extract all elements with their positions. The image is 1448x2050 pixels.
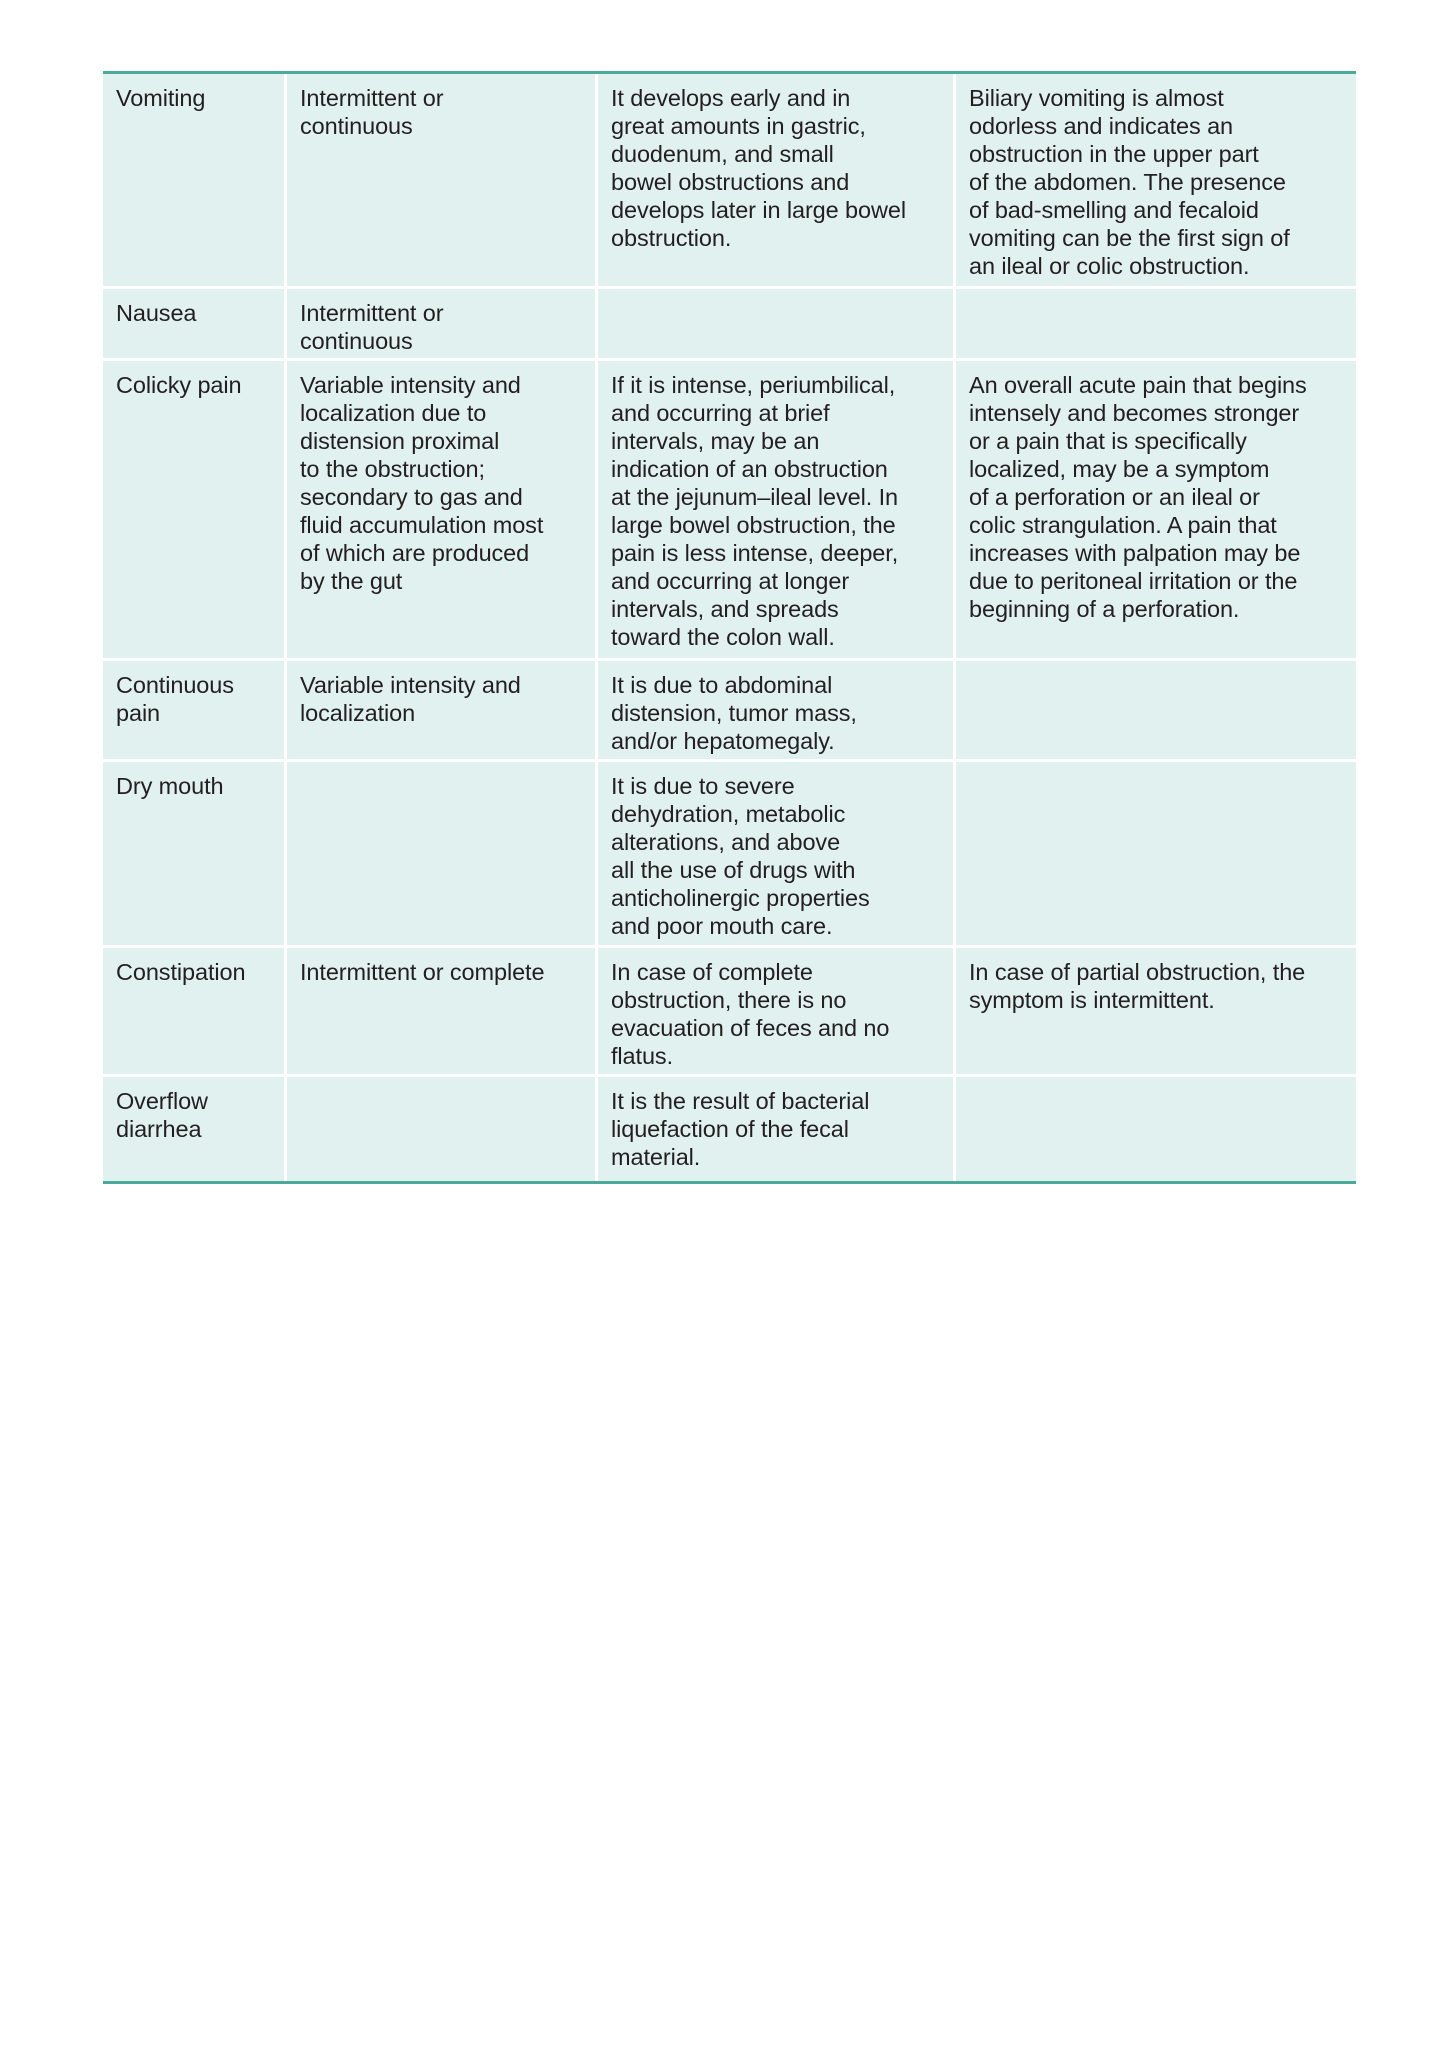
cause-cell: It is the result of bacterial liquefaction of the fecal material. — [598, 1077, 956, 1181]
pattern-cell: Variable intensity and localization — [287, 661, 598, 759]
table-row — [103, 361, 1356, 661]
cause-cell: In case of complete obstruction, there is no evacuation of feces and no flatus. — [598, 948, 956, 1074]
symptom-cell: Colicky pain — [103, 361, 287, 658]
cause-cell — [598, 289, 956, 358]
symptom-cell: Continuous pain — [103, 661, 287, 759]
cause-cell: It is due to severe dehydration, metabolic alterations, and above all the use of drugs with anticholinergic properties and poor mouth care. — [598, 762, 956, 945]
symptom-cell: Vomiting — [103, 74, 287, 286]
symptom-cell: Dry mouth — [103, 762, 287, 945]
notes-cell — [956, 1077, 1356, 1181]
notes-cell: An overall acute pain that begins intensely and becomes stronger or a pain that is specifically localized, may be a symptom of a perforation or an ileal or colic strangulation. A pain that increases with palpation may be due to peritoneal irritation or the beginning of a perforation. — [969, 372, 1307, 622]
symptom-table — [103, 71, 1356, 1184]
table-row — [103, 661, 1356, 762]
notes-cell: In case of partial obstruction, the symptom is intermittent. — [969, 959, 1306, 1013]
pattern-cell: Intermittent or continuous — [287, 74, 598, 286]
symptom-cell: Nausea — [103, 289, 287, 358]
cause-cell: It develops early and in great amounts in gastric, duodenum, and small bowel obstructions and develops later in large bowel obstruction. — [598, 74, 956, 286]
pattern-cell: Intermittent or complete — [287, 948, 598, 1074]
pattern-cell: Intermittent or continuous — [287, 289, 598, 358]
table-row — [103, 762, 1356, 948]
table-bottom-rule — [103, 1181, 1356, 1184]
pattern-cell — [287, 762, 598, 945]
symptom-cell: Overflow diarrhea — [103, 1077, 287, 1181]
notes-cell — [956, 661, 1356, 759]
pattern-cell: Variable intensity and localization due to distension proximal to the obstruction; secondary to gas and fluid accumulation most of which are produced by the gut — [287, 361, 598, 658]
notes-cell: Biliary vomiting is almost odorless and indicates an obstruction in the upper part of the abdomen. The presence of bad-smelling and fecaloid vomiting can be the first sign of an ileal or colic obstruction. — [969, 85, 1290, 279]
pattern-cell — [287, 1077, 598, 1181]
table-row — [103, 74, 1356, 289]
table-row — [103, 1077, 1356, 1181]
cause-cell: It is due to abdominal distension, tumor mass, and/or hepatomegaly. — [598, 661, 956, 759]
notes-cell — [956, 289, 1356, 358]
symptom-cell: Constipation — [103, 948, 287, 1074]
table-row — [103, 948, 1356, 1077]
table-row — [103, 289, 1356, 361]
cause-cell: If it is intense, periumbilical, and occurring at brief intervals, may be an indication of an obstruction at the jejunum–ileal level. In large bowel obstruction, the pain is less intense, deeper, and occurring at longer intervals, and spreads toward the colon wall. — [598, 361, 956, 658]
notes-cell — [956, 762, 1356, 945]
